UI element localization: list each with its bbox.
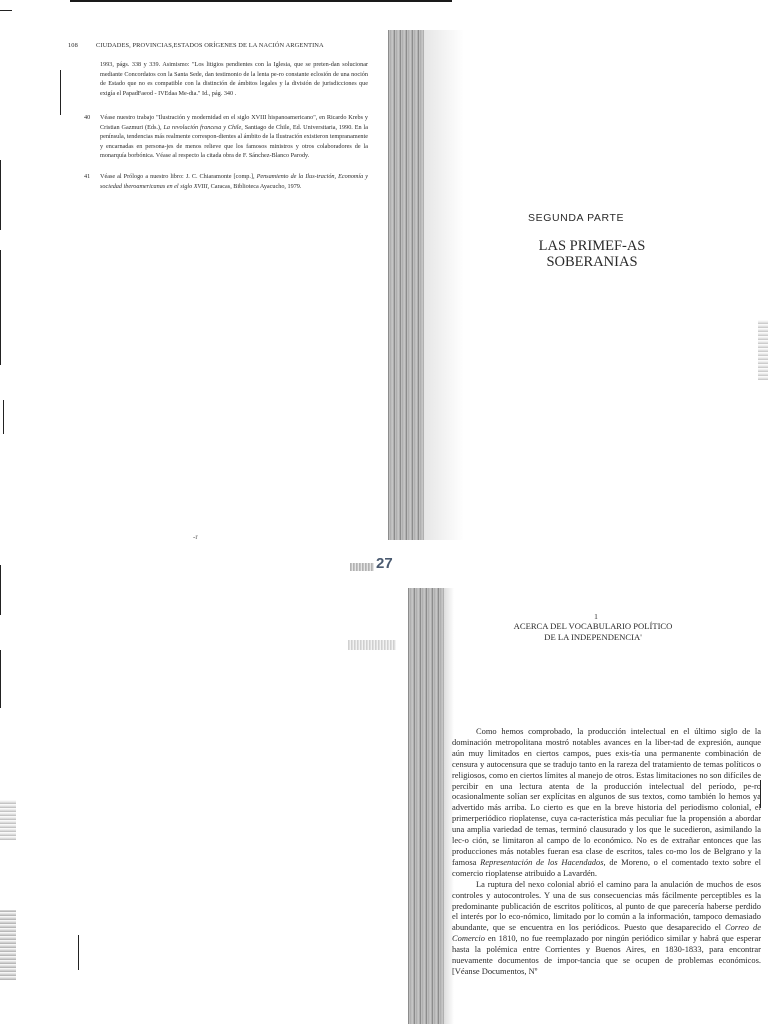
body-paragraph xyxy=(452,726,761,879)
scan-top-rule xyxy=(70,0,452,2)
footnote-41-title: Pensamiento de la Ilus-tración, Economía y sociedad iberoamericanas en el siglo XVIII, xyxy=(100,173,369,190)
running-header-text: CIUDADES, PROVINCIAS,ESTADOS ORÍGENES DE LA NACIÓN ARGENTINA xyxy=(96,42,324,49)
scan-margin-line xyxy=(0,250,1,365)
scan-page-mark: 27 xyxy=(376,555,393,572)
scan-smudge xyxy=(348,640,396,650)
footnote-40-title: La revolución francesa y Chile, xyxy=(163,123,243,131)
footnote-41 xyxy=(84,172,369,191)
body-text: La ruptura del nexo colonial abrió el camino para la anulación de muchos de esos controles y autocontroles. Y una de sus consecuencias más fácilmente perceptibles es la predominante publicación de escritos políticos, al punto de que parecería haberse perdido el interés por lo eco-nómico, limitado por lo común a la información, tampoco demasiado abundante, que se encuentra en los periódicos. Puesto que desaparecido el xyxy=(452,878,761,933)
scan-margin-line xyxy=(60,70,61,115)
footnote-41-text-b: Caracas, Biblioteca Ayacucho, 1979. xyxy=(209,182,302,190)
scan-smudge xyxy=(350,563,374,571)
part-title xyxy=(492,238,692,270)
body-text: de Moreno, o el comentado texto sobre el comercio rioplatense atribuido a Lavardén. xyxy=(452,856,761,878)
scan-smudge xyxy=(0,910,16,980)
running-header xyxy=(68,42,378,49)
body-italic-title: Representación de los Hacendados, xyxy=(480,856,606,867)
footnote-40-text-a: Véase nuestro trabajo "Ilustración y modernidad en el siglo XVIII hispanoamericano", en Ricardo Krebs y Cristian Gazmuri (Eds.), xyxy=(100,114,368,131)
footnote-39-text: 1993, págs. 338 y 339. Asimismo: "Los litigios pendientes con la Iglesia, que se preten-dan solucionar mediante Concordatos con la Santa Sede, dan testimonio de la lenta pe-ro constante eclosión de una noción de Estado que no es compatible con la distinción de ámbitos legales y la división de jurisdicciones que exigía el PapadFaeod - IVEdaa Me-dia." Id., pág. 340 . xyxy=(100,61,368,97)
scan-margin-line xyxy=(3,400,4,434)
chapter-title xyxy=(488,621,698,643)
scan-smudge xyxy=(758,320,768,380)
book-gutter-top-edge xyxy=(424,30,464,540)
book-gutter-bottom xyxy=(408,588,444,1024)
part-title-line: LAS PRIMEF-AS xyxy=(538,238,646,254)
chapter-body xyxy=(452,726,761,977)
scan-margin-line xyxy=(78,935,79,970)
body-paragraph xyxy=(452,879,761,977)
scan-margin-line xyxy=(0,650,1,708)
scan-corner-tick xyxy=(0,10,12,11)
scan-smudge xyxy=(0,800,16,840)
body-italic-title: Correo de Comercio xyxy=(452,922,761,944)
body-text: en 1810, no fue reemplazado por ningún periódico similar y habrá que esperar hasta la polémica entre Corrientes y Buenos Aires, en 1830-1833, para encontrar nuevamente documentos de impor-tancia que se ocupen de problemas económicos. [Véanse Documentos, Nº xyxy=(452,933,761,976)
footnote-number: 41 xyxy=(84,173,91,180)
footnote-40-text-b: Santiago de Chile, Ed. Universitaria, 1990. En la península, tendencias más realmente correspon-dientes al ámbito de la Ilustración existieron tempranamente y encarnadas en persona-jes de menos relieve que los famosos ministros y otros colaboradores de la monarquía borbónica. Véase al respecto la citada obra de F. Sánchez-Blanco Parody. xyxy=(100,123,368,160)
stray-mark: -r xyxy=(193,533,198,541)
footnote-number: 40 xyxy=(84,114,91,121)
page-number: 108 xyxy=(68,42,78,49)
footnote-40 xyxy=(84,113,368,161)
footnote-39-continuation xyxy=(100,60,368,98)
chapter-title-line: ACERCA DEL VOCABULARIO POLÍTICO xyxy=(513,621,673,631)
part-title-line: SOBERANIAS xyxy=(546,254,638,270)
footnote-41-text-a: Véase al Prólogo a nuestro libro: J. C. Chiaramonte [comp.], xyxy=(100,173,257,180)
scan-margin-line xyxy=(0,565,1,615)
book-gutter-top xyxy=(388,30,424,540)
part-label: SEGUNDA PARTE xyxy=(528,212,625,224)
scan-margin-line xyxy=(0,160,1,230)
body-text: Como hemos comprobado, la producción intelectual en el último siglo de la dominación metropolitana mostró notables avances en la liber-tad de expresión, aunque aún muy limitados en ciertos campos, pues exis-tía una permanente combinación de censura y autocensura que se tradujo tanto en la rareza del tratamiento de temas políticos o religiosos, como en ciertos límites al manejo de otros. Estas limitaciones no son difíciles de percibir en una lectura atenta de la producción intelectual del período, pe-ro ocasionalmente solían ser explícitas en algunos de sus textos, como también lo hemos ya advertido más arriba. Lo cierto es que en la breve historia del periodismo colonial, el primerperiódico rioplatense, cuya ca-racterística más peculiar fue la propensión a abordar una amplia variedad de temas, terminó clausurado y los que le sucedieron, asimilando la lec-o ción, se limitaron al campo de lo económico. No es de extrañar entonces que las producciones más notables fueran esa clase de escritos, tales co-mo los de Belgrano y la famosa xyxy=(452,726,761,867)
chapter-number: 1 xyxy=(594,612,598,621)
chapter-title-line: DE LA INDEPENDENCIA' xyxy=(544,632,642,642)
